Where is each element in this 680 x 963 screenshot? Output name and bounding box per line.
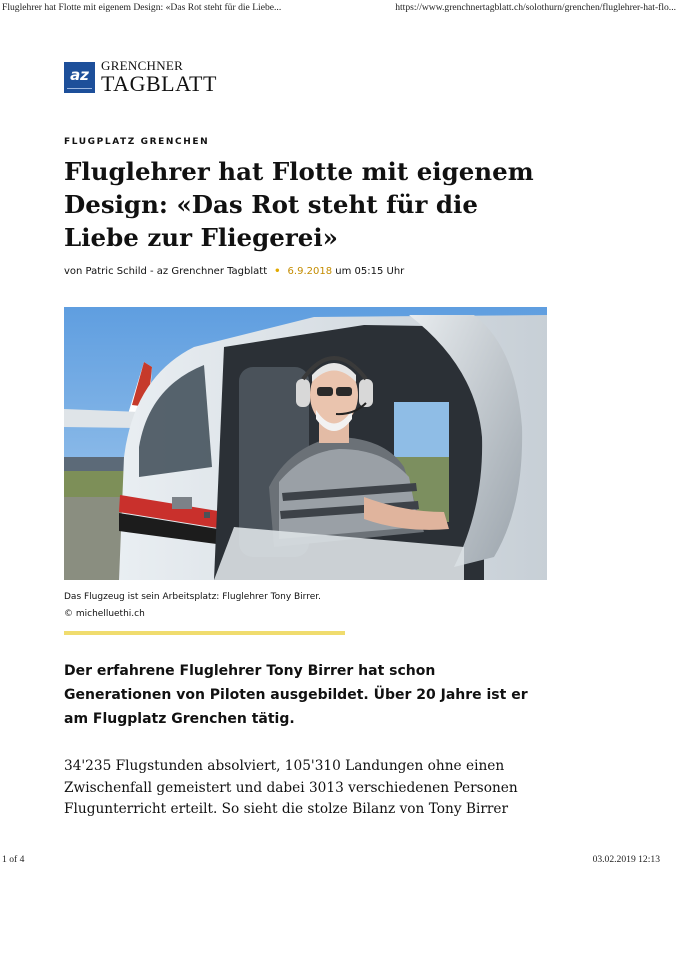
article-kicker[interactable]: FLUGPLATZ GRENCHEN [64,137,210,147]
print-header-title: Fluglehrer hat Flotte mit eigenem Design: «Das Rot steht für die Liebe... [2,2,282,13]
body-line: Flugunterricht erteilt. So sieht die stolze Bilanz von Tony Birrer [64,801,509,817]
logo-badge-text: az [70,65,89,84]
article-photo[interactable] [64,307,547,580]
aircraft-cockpit-photo [64,307,547,580]
lead-line: Generationen von Piloten ausgebildet. Über 20 Jahre ist er [64,687,528,703]
logo-wordmark [101,59,217,95]
headline-line: Liebe zur Fliegerei» [64,223,338,252]
byline-time: um 05:15 Uhr [335,266,405,277]
article-headline [64,155,554,254]
lead-line: Der erfahrene Fluglehrer Tony Birrer hat schon [64,663,436,679]
photo-credit: © michelluethi.ch [64,609,145,619]
accent-divider [64,631,345,635]
headline-line: Design: «Das Rot steht für die [64,190,478,219]
print-header [2,2,676,13]
site-logo[interactable] [64,59,217,95]
print-datetime: 03.02.2019 12:13 [592,854,660,865]
body-line: Zwischenfall gemeistert und dabei 3013 verschiedenen Personen [64,779,518,796]
print-header-url[interactable]: https://www.grenchnertagblatt.ch/solothurn/grenchen/fluglehrer-hat-flo... [395,2,676,13]
article-body [64,756,544,821]
page-number: 1 of 4 [2,854,25,865]
byline-author[interactable]: von Patric Schild - az Grenchner Tagblatt [64,266,268,277]
article-byline [64,266,404,277]
logo-sub: GRENCHNER [101,58,184,73]
article-lead [64,659,564,731]
lead-line: am Flugplatz Grenchen tätig. [64,711,295,727]
caption-text: Das Flugzeug ist sein Arbeitsplatz: Fluglehrer Tony Birrer. [64,592,321,602]
headline-line: Fluglehrer hat Flotte mit eigenem [64,157,534,186]
byline-separator: • [274,266,281,277]
body-line: 34'235 Flugstunden absolviert, 105'310 Landungen ohne einen [64,758,505,774]
logo-main: TAGBLATT [101,71,217,96]
byline-date: 6.9.2018 [287,266,333,277]
print-footer [2,854,660,865]
az-logo-icon [64,62,95,93]
photo-caption [64,589,547,623]
